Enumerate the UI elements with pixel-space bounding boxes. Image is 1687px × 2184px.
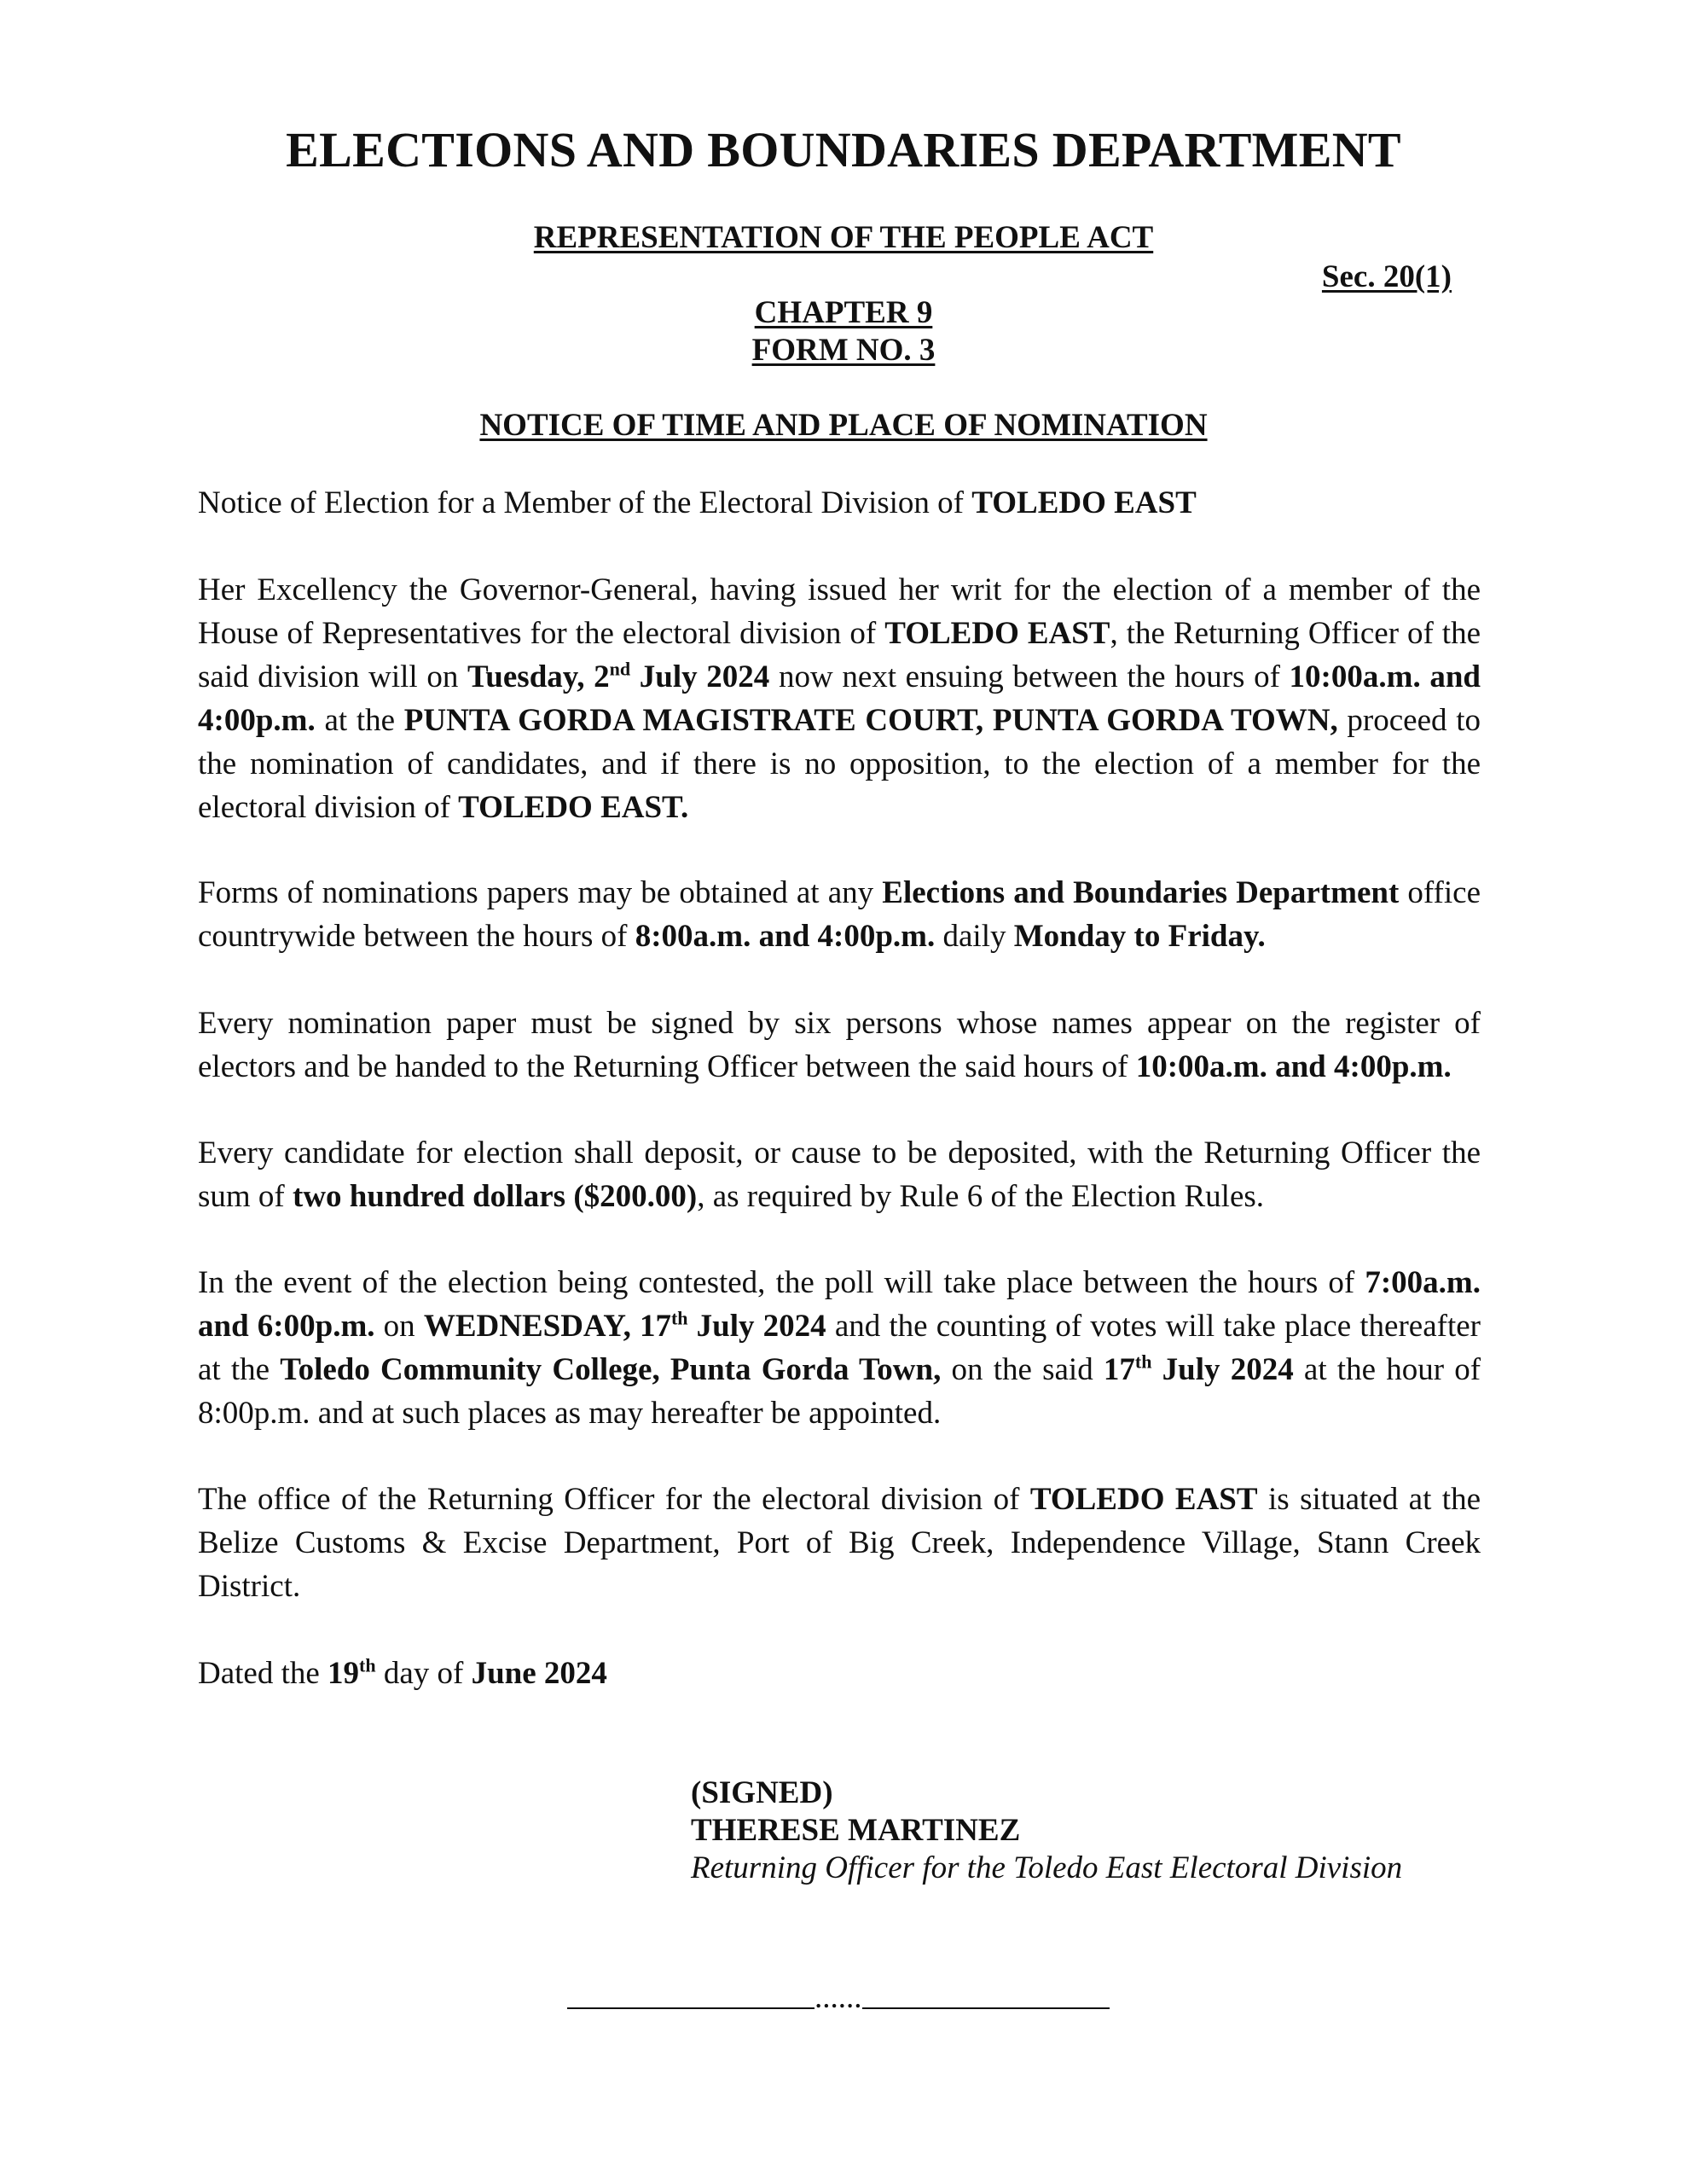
- department-title: ELECTIONS AND BOUNDARIES DEPARTMENT: [286, 122, 1401, 177]
- paragraph-dated: Dated the 19th day of June 2024: [198, 1654, 607, 1691]
- signatory-role: Returning Officer for the Toledo East Electoral Division: [691, 1850, 1403, 1885]
- signature-block: [691, 1774, 1402, 1887]
- paragraph-nomination-paper: Every nomination paper must be signed by six persons whose names appear on the register of electors and be handed to the Returning Officer between the said hours of 10:00a.m. and 4:00p.m.: [198, 1006, 1481, 1084]
- closing-divider: [567, 1979, 1110, 2016]
- divider-rule-left: [567, 2007, 815, 2009]
- paragraph-office-location: The office of the Returning Officer for the electoral division of TOLEDO EAST is situated at the Belize Customs & Excise Department, Port of Big Creek, Independence Village, Stann Creek District.: [198, 1482, 1481, 1604]
- signatory-name: THERESE MARTINEZ: [691, 1813, 1021, 1848]
- section-reference: Sec. 20(1): [1321, 259, 1452, 294]
- divider-rule-right: [862, 2007, 1110, 2009]
- chapter-heading: CHAPTER 9: [754, 295, 933, 330]
- divider-dots: ......: [815, 1980, 862, 2015]
- act-heading: REPRESENTATION OF THE PEOPLE ACT: [533, 220, 1154, 255]
- form-number: FORM NO. 3: [751, 333, 936, 368]
- paragraph-deposit: Every candidate for election shall deposit, or cause to be deposited, with the Returning Officer the sum of two hundred dollars ($200.00), as required by Rule 6 of the Election Rules.: [198, 1136, 1481, 1214]
- notice-title: NOTICE OF TIME AND PLACE OF NOMINATION: [479, 408, 1208, 443]
- paragraph-poll: In the event of the election being contested, the poll will take place between the hours of 7:00a.m. and 6:00p.m. on WEDNESDAY, 17th July 2024 and the counting of votes will take place thereafter at the Toledo Community College, Punta Gorda Town, on the said 17th July 2024 at the hour of 8:00p.m. and at such places as may hereafter be appointed.: [198, 1265, 1481, 1431]
- signed-label: (SIGNED): [691, 1775, 833, 1810]
- paragraph-forms: Forms of nominations papers may be obtained at any Elections and Boundaries Department office countrywide between the hours of 8:00a.m. and 4:00p.m. daily Monday to Friday.: [198, 875, 1481, 954]
- paragraph-writ: Her Excellency the Governor-General, having issued her writ for the election of a member of the House of Representatives for the electoral division of TOLEDO EAST, the Returning Officer of the said division will on Tuesday, 2nd July 2024 now next ensuing between the hours of 10:00a.m. and 4:00p.m. at the PUNTA GORDA MAGISTRATE COURT, PUNTA GORDA TOWN, proceed to the nomination of candidates, and if there is no opposition, to the election of a member for the electoral division of TOLEDO EAST.: [198, 572, 1481, 825]
- paragraph-election-notice: Notice of Election for a Member of the Electoral Division of TOLEDO EAST: [198, 485, 1197, 520]
